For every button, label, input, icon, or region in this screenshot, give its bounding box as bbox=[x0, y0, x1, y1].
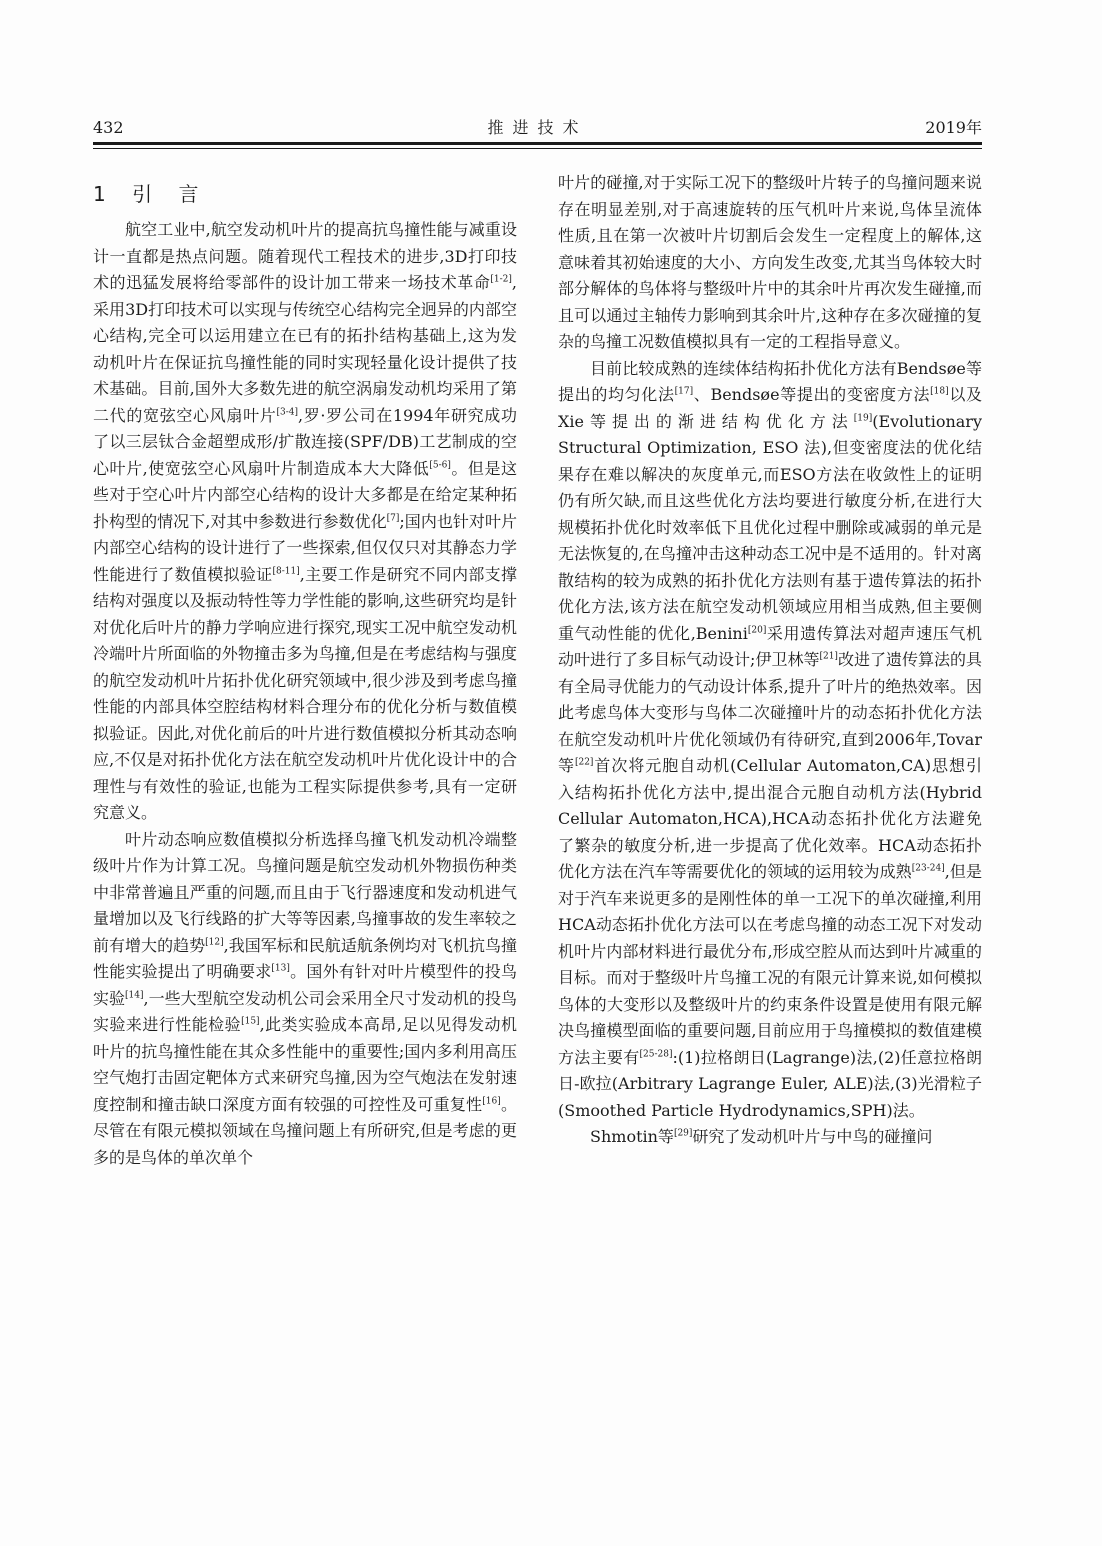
citation-ref: [16] bbox=[482, 1096, 501, 1107]
text-run: 采用遗传算法对超声速压气机动叶进行了多目标气动设计;伊卫林等 bbox=[558, 623, 982, 669]
text-run: 以及Xie等提出的渐进结构优化方法 bbox=[558, 385, 982, 431]
text-run: ,采用3D打印技术可以实现与传统空心结构完全迥异的内部空心结构,完全可以运用建立在已有的拓扑结构基础上,这为发动机叶片在保证抗鸟撞性能的同时实现轻量化设计提供了技术基础。目前,国外大多数先进的航空涡扇发动机均采用了第二代的宽弦空心风扇叶片 bbox=[93, 273, 517, 425]
right-column bbox=[558, 170, 982, 1151]
paragraph bbox=[558, 356, 982, 1125]
paragraph bbox=[93, 217, 517, 827]
citation-ref: [21] bbox=[819, 651, 838, 662]
paragraph bbox=[558, 1124, 982, 1151]
citation-ref: [14] bbox=[125, 990, 144, 1001]
left-column bbox=[93, 177, 517, 1171]
citation-ref: [13] bbox=[271, 963, 290, 974]
text-run: 叶片的碰撞,对于实际工况下的整级叶片转子的鸟撞问题来说存在明显差别,对于高速旋转的压气机叶片来说,鸟体呈流体性质,且在第一次被叶片切割后会发生一定程度上的解体,这意味着其初始速度的大小、方向发生改变,尤其当鸟体较大时部分解体的鸟体将与整级叶片中的其余叶片再次发生碰撞,而且可以通过主轴传力影响到其余叶片,这种存在多次碰撞的复杂的鸟撞工况数值模拟具有一定的工程指导意义。 bbox=[558, 173, 982, 351]
header-rule-thin bbox=[93, 148, 982, 149]
text-run: ,此类实验成本高昂,足以见得发动机叶片的抗鸟撞性能在其众多性能中的重要性;国内多利用高压空气炮打击固定靶体方式来研究鸟撞,因为空气炮法在发射速度控制和撞击缺口深度方面有较强的可控性及可重复性 bbox=[93, 1015, 517, 1114]
page-number: 432 bbox=[93, 118, 124, 137]
journal-name: 推进技术 bbox=[487, 118, 588, 137]
publication-year: 2019年 bbox=[925, 118, 982, 137]
citation-ref: [20] bbox=[747, 625, 767, 636]
text-run: ,罗·罗公司在1994年研究成功了以三层钛合金超塑成形/扩散连接(SPF/DB)工艺制成的空心叶片,使宽弦空心风扇叶片制造成本大大降低 bbox=[93, 405, 517, 478]
text-run: 。尽管在有限元模拟领域在鸟撞问题上有所研究,但是考虑的更多的是鸟体的单次单个 bbox=[93, 1094, 517, 1167]
text-run: 。国外有针对叶片模型件的投鸟实验 bbox=[93, 962, 517, 1008]
paragraph bbox=[558, 170, 982, 356]
citation-ref: [18] bbox=[930, 386, 949, 397]
text-run: 改进了遗传算法的具有全局寻优能力的气动设计体系,提升了叶片的绝热效率。因此考虑鸟体大变形与鸟体二次碰撞叶片的动态拓扑优化方法在航空发动机叶片优化领域仍有待研究,直到2006年,Tovar等 bbox=[558, 650, 982, 775]
citation-ref: [8-11] bbox=[272, 566, 300, 577]
text-run: ,一些大型航空发动机公司会采用全尺寸发动机的投鸟实验来进行性能检验 bbox=[93, 988, 517, 1034]
text-run: :(1)拉格朗日(Lagrange)法,(2)任意拉格朗日-欧拉(Arbitrary Lagrange Euler, ALE)法,(3)光滑粒子(Smoothed Particle Hydrodynamics,SPH)法。 bbox=[558, 1047, 982, 1120]
citation-ref: [12] bbox=[205, 937, 224, 948]
citation-ref: [17] bbox=[674, 386, 694, 397]
citation-ref: [3-4] bbox=[276, 407, 298, 418]
citation-ref: [5-6] bbox=[429, 460, 451, 471]
text-run: 叶片动态响应数值模拟分析选择鸟撞飞机发动机冷端整级叶片作为计算工况。鸟撞问题是航空发动机外物损伤种类中非常普遍且严重的问题,而且由于飞行器速度和发动机进气量增加以及飞行线路的扩大等等因素,鸟撞事故的发生率较之前有增大的趋势 bbox=[93, 829, 517, 955]
text-run: (Evolutionary Structural Optimization, ESO 法),但变密度法的优化结果存在难以解决的灰度单元,而ESO方法在收敛性上的证明仍有所欠缺,而且这些优化方法均要进行敏度分析,在进行大规模拓扑优化时效率低下且优化过程中删除或减弱的单元是无法恢复的,在鸟撞冲击这种动态工况中是不适用的。针对离散结构的较为成熟的拓扑优化方法则有基于遗传算法的拓扑优化方法,该方法在航空发动机领域应用相当成熟,但主要侧重气动性能的优化,Benini bbox=[558, 411, 982, 643]
text-run: ,我国军标和民航适航条例均对飞机抗鸟撞性能实验提出了明确要求 bbox=[93, 935, 517, 981]
paragraph bbox=[93, 827, 517, 1172]
citation-ref: [23-24] bbox=[911, 863, 945, 874]
citation-ref: [15] bbox=[241, 1016, 260, 1027]
citation-ref: [29] bbox=[673, 1128, 693, 1139]
citation-ref: [7] bbox=[386, 513, 400, 524]
text-run: ,主要工作是研究不同内部支撑结构对强度以及振动特性等力学性能的影响,这些研究均是针对优化后叶片的静力学响应进行探究,现实工况中航空发动机冷端叶片所面临的外物撞击多为鸟撞,但是在考虑结构与强度的航空发动机叶片拓扑优化研究领域中,很少涉及到考虑鸟撞性能的内部具体空腔结构材料合理分布的优化分析与数值模拟验证。因此,对优化前后的叶片进行数值模拟分析其动态响应,不仅是对拓扑优化方法在航空发动机叶片优化设计中的合理性与有效性的验证,也能为工程实际提供参考,具有一定研究意义。 bbox=[93, 564, 517, 822]
text-run: Shmotin等 bbox=[590, 1127, 674, 1146]
text-run: ,但是对于汽车来说更多的是刚性体的单一工况下的单次碰撞,利用HCA动态拓扑优化方法可以在考虑鸟撞的动态工况下对发动机叶片内部材料进行最优分布,形成空腔从而达到叶片减重的目标。而对于整级叶片鸟撞工况的有限元计算来说,如何模拟鸟体的大变形以及整级叶片的约束条件设置是使用有限元解决鸟撞模型面临的重要问题,目前应用于鸟撞模拟的数值建模方法主要有 bbox=[558, 862, 982, 1067]
text-run: 。但是这些对于空心叶片内部空心结构的设计大多都是在给定某种拓扑构型的情况下,对其中参数进行参数优化 bbox=[93, 458, 517, 531]
running-header bbox=[93, 118, 982, 140]
citation-ref: [22] bbox=[574, 757, 594, 768]
section-title: 1 引 言 bbox=[93, 182, 209, 206]
citation-ref: [25-28] bbox=[639, 1049, 673, 1060]
header-rule-thick bbox=[93, 142, 982, 145]
text-run: 研究了发动机叶片与中鸟的碰撞问 bbox=[692, 1127, 933, 1146]
text-run: 目前比较成熟的连续体结构拓扑优化方法有Bendsøe等提出的均匀化法 bbox=[558, 358, 982, 404]
text-run: ;国内也针对叶片内部空心结构的设计进行了一些探索,但仅仅只对其静态力学性能进行了数值模拟验证 bbox=[93, 511, 517, 584]
text-run: 航空工业中,航空发动机叶片的提高抗鸟撞性能与减重设计一直都是热点问题。随着现代工程技术的进步,3D打印技术的迅猛发展将给零部件的设计加工带来一场技术革命 bbox=[93, 220, 517, 292]
text-run: 、Bendsøe等提出的变密度方法 bbox=[693, 385, 931, 404]
citation-ref: [1-2] bbox=[490, 274, 512, 285]
text-run: 首次将元胞自动机(Cellular Automaton,CA)思想引入结构拓扑优化方法中,提出混合元胞自动机方法(Hybrid Cellular Automaton,HCA),HCA动态拓扑优化方法避免了繁杂的敏度分析,进一步提高了优化效率。HCA动态拓扑优化方法在汽车等需要优化的领域的运用较为成熟 bbox=[558, 756, 982, 881]
citation-ref: [19] bbox=[853, 413, 873, 424]
